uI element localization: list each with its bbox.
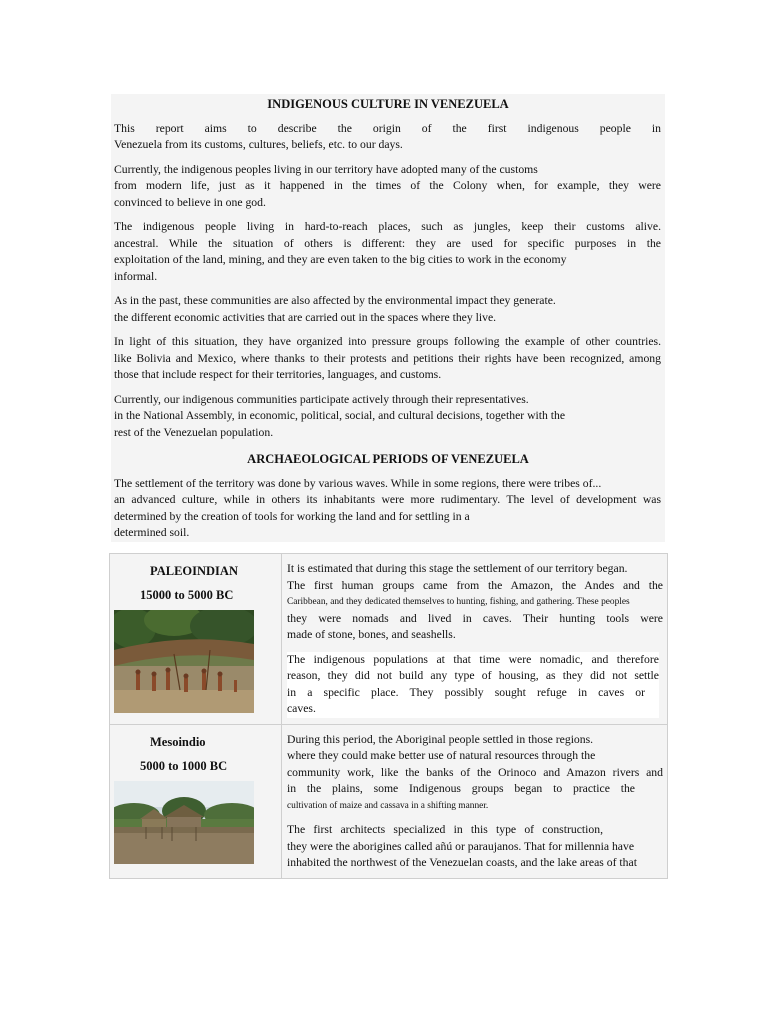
- text-line: The indigenous populations at that time were nomadic, and therefore: [287, 652, 659, 666]
- paragraph-remote-peoples: [114, 219, 665, 285]
- text-line: The indigenous people living in hard-to-reach places, such as jungles, keep their customs alive.: [114, 220, 661, 233]
- text-line: they were the aborigines called añú or paraujanos. That for millennia have: [287, 839, 635, 853]
- text-line: ancestral. While the situation of others is different: they are used for specific purposes in the: [114, 236, 661, 250]
- period-cell: [110, 554, 282, 724]
- text-line: rest of the Venezuelan population.: [114, 425, 274, 439]
- text-line: the different economic activities that are carried out in the spaces where they live.: [114, 310, 497, 324]
- text-line: from modern life, just as it happened in the times of the Colony when, for example, they were: [114, 179, 661, 192]
- text-line: determined soil.: [114, 526, 190, 539]
- text-line: During this period, the Aboriginal people settled in those regions.: [287, 732, 594, 746]
- text-line: It is estimated that during this stage the settlement of our territory began.: [287, 562, 628, 575]
- text-line: those that include respect for their territories, languages, and customs.: [114, 368, 442, 381]
- table-row: [110, 724, 667, 878]
- period-text: [287, 822, 663, 872]
- text-line: Currently, the indigenous peoples living in our territory have adopted many of the customs: [114, 162, 538, 176]
- periods-table: [109, 553, 668, 879]
- table-row: [110, 554, 667, 724]
- document-title: INDIGENOUS CULTURE IN VENEZUELA: [267, 97, 509, 111]
- text-line: Venezuela from its customs, cultures, beliefs, etc. to our days.: [114, 138, 403, 151]
- text-line: reason, they did not build any type of housing, as they did not settle: [287, 669, 659, 682]
- text-line: like Bolivia and Mexico, where thanks to their protests and petitions their rights have been recognized, among: [114, 351, 661, 365]
- text-line: they were nomads and lived in caves. Their hunting tools were: [287, 611, 663, 625]
- text-line: an advanced culture, while in others its inhabitants were more rudimentary. The level of development was: [114, 493, 661, 506]
- text-line: exploitation of the land, mining, and they are even taken to the big cities to work in the economy: [114, 253, 567, 266]
- period-name: PALEOINDIAN: [150, 564, 238, 578]
- text-line: As in the past, these communities are also affected by the environmental impact they generate.: [114, 294, 556, 307]
- text-line: Currently, our indigenous communities participate actively through their representatives.: [114, 392, 529, 406]
- paragraph-intro: [114, 121, 665, 154]
- text-line: The first architects specialized in this type of construction,: [287, 823, 603, 836]
- text-line: in the plains, some Indigenous groups began to practice the: [287, 782, 635, 795]
- text-line: determined by the creation of tools for working the land and for settling in a: [114, 509, 470, 523]
- text-line: caves.: [287, 702, 316, 715]
- document-page: [111, 94, 665, 542]
- paragraph-representation: [114, 392, 665, 442]
- paragraph-periods-intro: [114, 476, 665, 542]
- paleoindian-photo: [114, 610, 254, 713]
- period-text: [287, 652, 659, 718]
- section-subtitle: ARCHAEOLOGICAL PERIODS OF VENEZUELA: [247, 452, 529, 466]
- period-dates: 15000 to 5000 BC: [140, 588, 234, 602]
- text-line: This report aims to describe the origin of the first indigenous people in: [114, 121, 661, 135]
- text-line: In light of this situation, they have organized into pressure groups following the example of other countries.: [114, 335, 661, 348]
- period-description: [282, 725, 667, 878]
- period-cell: [110, 725, 282, 878]
- text-line: in the National Assembly, in economic, political, social, and cultural decisions, together with the: [114, 409, 566, 422]
- text-line: Caribbean, and they dedicated themselves to hunting, fishing, and gathering. These peoples: [287, 597, 630, 607]
- text-line: The first human groups came from the Amazon, the Andes and the: [287, 578, 663, 592]
- text-line: convinced to believe in one god.: [114, 195, 266, 209]
- mesoindio-photo: [114, 781, 254, 864]
- period-name: Mesoindio: [150, 734, 206, 749]
- period-description: [282, 554, 667, 724]
- period-text: [287, 561, 663, 644]
- text-line: in a specific place. They possibly sought refuge in caves or: [287, 685, 645, 699]
- text-line: informal.: [114, 269, 158, 283]
- period-text: [287, 732, 663, 815]
- paragraph-customs: [114, 162, 665, 212]
- period-dates: 5000 to 1000 BC: [140, 758, 228, 773]
- text-line: made of stone, bones, and seashells.: [287, 628, 456, 641]
- text-line: community work, like the banks of the Orinoco and Amazon rivers and: [287, 765, 663, 779]
- paragraph-environment: [114, 293, 665, 326]
- text-line: inhabited the northwest of the Venezuelan coasts, and the lake areas of that: [287, 856, 637, 869]
- text-line: The settlement of the territory was done by various waves. While in some regions, there were tribes of...: [114, 476, 602, 490]
- paragraph-pressure-groups: [114, 334, 665, 384]
- text-line: where they could make better use of natural resources through the: [287, 749, 596, 762]
- text-line: cultivation of maize and cassava in a shifting manner.: [287, 800, 489, 811]
